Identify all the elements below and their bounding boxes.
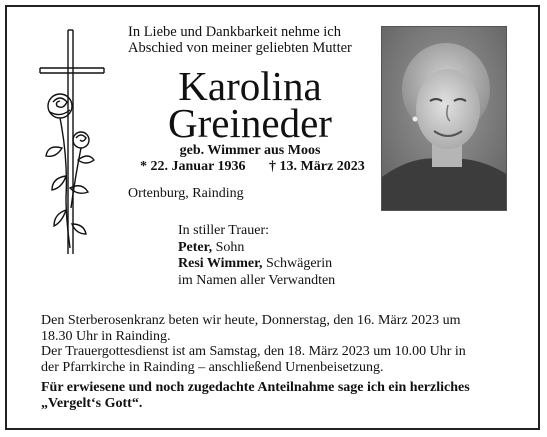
death-date: † 13. März 2023 (269, 159, 365, 174)
mourner-relation: Schwägerin (262, 256, 333, 271)
mourner-entry (178, 256, 335, 273)
intro-text (128, 24, 352, 56)
life-dates (130, 159, 370, 175)
deceased-first-name: Karolina (178, 63, 322, 109)
intro-line-1: In Liebe und Dankbarkeit nehme ich (128, 24, 341, 40)
rosary-line-1: Den Sterberosenkranz beten wir heute, Donnerstag, den 16. März 2023 um (41, 313, 461, 328)
intro-line-2: Abschied von meiner geliebten Mutter (128, 40, 352, 56)
rosary-line-2: 18.30 Uhr in Rainding. (41, 328, 171, 344)
portrait-photo (381, 26, 507, 211)
mourner-relation: Sohn (212, 239, 245, 255)
mourners-heading: In stiller Trauer: (178, 223, 269, 238)
mourners-block (178, 223, 335, 289)
place-of-residence: Ortenburg, Rainding (128, 186, 244, 201)
deceased-last-name: Greineder (168, 100, 332, 146)
service-line-1: Der Trauergottesdienst ist am Samstag, den 18. März 2023 um 10.00 Uhr in (41, 344, 466, 359)
mourner-name: Peter, (178, 239, 213, 255)
thanks-line-1: Für erwiesene und noch zugedachte Anteilnahme sage ich ein herzliches (41, 380, 470, 395)
cross-with-roses-icon (36, 28, 106, 258)
thanks-note (41, 380, 470, 412)
birth-date: * 22. Januar 1936 (140, 159, 246, 174)
birth-name: geb. Wimmer aus Moos (179, 143, 321, 158)
mourner-entry (178, 240, 335, 257)
service-line-2: der Pfarrkirche in Rainding – anschließend Urnenbeisetzung. (41, 359, 384, 375)
mourners-closing: im Namen aller Verwandten (178, 272, 336, 288)
service-announcements (41, 313, 466, 375)
thanks-line-2: „Vergelt‘s Gott“. (41, 396, 143, 411)
portrait-image (382, 27, 507, 211)
mourner-name: Resi Wimmer, (178, 256, 263, 271)
